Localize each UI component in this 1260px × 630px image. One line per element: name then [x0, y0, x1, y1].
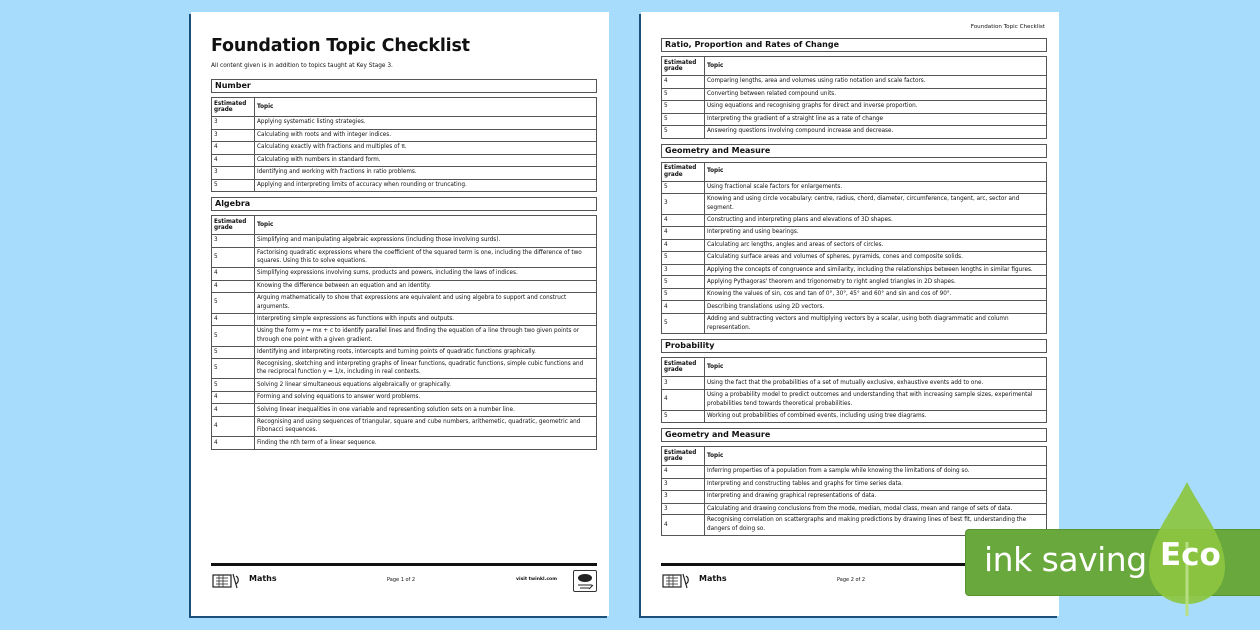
page-title: Foundation Topic Checklist: [211, 36, 470, 56]
table-row: [662, 276, 1047, 289]
topic-table: [211, 97, 597, 192]
footer-subject: Maths: [249, 574, 277, 583]
grade-cell: 5: [212, 326, 255, 347]
table-header-row: [212, 98, 597, 117]
column-header-topic: Topic: [705, 162, 1047, 181]
column-header-topic: Topic: [705, 358, 1047, 377]
topic-cell: Interpreting simple expressions as functions with inputs and outputs.: [255, 313, 597, 326]
grade-cell: 5: [212, 179, 255, 192]
grade-cell: 5: [212, 358, 255, 379]
maths-logo-icon: [211, 572, 241, 590]
topic-table: [661, 357, 1047, 423]
topic-cell: Interpreting and constructing tables and graphs for time series data.: [705, 478, 1047, 491]
section-heading: Probability: [661, 339, 1047, 353]
column-header-topic: Topic: [255, 216, 597, 235]
column-header-grade: Estimated grade: [662, 447, 705, 466]
column-header-grade: Estimated grade: [662, 358, 705, 377]
table-row: [212, 268, 597, 281]
grade-cell: 4: [212, 142, 255, 155]
grade-cell: 4: [212, 437, 255, 450]
grade-cell: 5: [662, 410, 705, 423]
maths-logo-icon: [661, 572, 691, 590]
table-row: [662, 264, 1047, 276]
page-1: [191, 12, 609, 616]
topic-cell: Using fractional scale factors for enlargements.: [705, 181, 1047, 194]
topic-table: [661, 446, 1047, 536]
topic-cell: Using a probability model to predict outcomes and understanding that with increasing sample sizes, experimental probabilities tend towards theoretical probabilities.: [705, 389, 1047, 410]
table-header-row: [662, 162, 1047, 181]
table-header-row: [662, 358, 1047, 377]
topic-cell: Applying Pythagoras' theorem and trigonometry to right angled triangles in 2D shapes.: [705, 276, 1047, 289]
topic-cell: Using equations and recognising graphs for direct and inverse proportion.: [705, 101, 1047, 114]
grade-cell: 4: [212, 404, 255, 417]
table-row: [212, 154, 597, 167]
grade-cell: 4: [662, 214, 705, 227]
topic-cell: Knowing the difference between an equation and an identity.: [255, 280, 597, 293]
topic-cell: Adding and subtracting vectors and multiplying vectors by a scalar, using both diagrammatic and column representation.: [705, 313, 1047, 334]
topic-cell: Finding the nth term of a linear sequence.: [255, 437, 597, 450]
column-header-grade: Estimated grade: [662, 57, 705, 76]
grade-cell: 3: [662, 478, 705, 491]
column-header-grade: Estimated grade: [212, 216, 255, 235]
page-footer: [211, 563, 597, 596]
table-row: [212, 391, 597, 404]
topic-cell: Calculating with numbers in standard form.: [255, 154, 597, 167]
topic-cell: Recognising and using sequences of triangular, square and cube numbers, arithemetic, quadratic, geometric and Fibonacci sequences.: [255, 416, 597, 437]
topic-cell: Identifying and working with fractions in ratio problems.: [255, 167, 597, 180]
topic-cell: Applying systematic listing strategies.: [255, 117, 597, 130]
table-row: [662, 410, 1047, 423]
table-row: [662, 313, 1047, 334]
grade-cell: 3: [212, 129, 255, 142]
topic-cell: Constructing and interpreting plans and elevations of 3D shapes.: [705, 214, 1047, 227]
column-header-grade: Estimated grade: [662, 162, 705, 181]
column-header-topic: Topic: [705, 57, 1047, 76]
table-row: [212, 142, 597, 155]
topic-cell: Identifying and interpreting roots, intercepts and turning points of quadratic functions graphically.: [255, 346, 597, 358]
ink-saving-text: ink saving: [984, 540, 1147, 579]
grade-cell: 4: [662, 515, 705, 536]
section-heading: Geometry and Measure: [661, 144, 1047, 158]
grade-cell: 5: [212, 379, 255, 392]
table-row: [212, 247, 597, 268]
grade-cell: 3: [662, 377, 705, 390]
section-heading: Ratio, Proportion and Rates of Change: [661, 38, 1047, 52]
grade-cell: 5: [662, 276, 705, 289]
topic-table: [661, 162, 1047, 335]
topic-cell: Recognising correlation on scattergraphs and making predictions by drawing lines of best fit, understanding the dangers of doing so.: [705, 515, 1047, 536]
topic-cell: Simplifying expressions involving sums, products and powers, including the laws of indices.: [255, 268, 597, 281]
grade-cell: 3: [662, 264, 705, 276]
table-header-row: [212, 216, 597, 235]
footer-page-number: Page 2 of 2: [837, 577, 866, 583]
table-row: [212, 358, 597, 379]
table-row: [212, 293, 597, 314]
grade-cell: 3: [662, 491, 705, 504]
topic-cell: Inferring properties of a population from a sample while knowing the limitations of doing so.: [705, 466, 1047, 479]
grade-cell: 5: [662, 101, 705, 114]
grade-cell: 3: [212, 167, 255, 180]
table-row: [212, 326, 597, 347]
grade-cell: 4: [212, 313, 255, 326]
table-row: [662, 389, 1047, 410]
topic-table: [211, 215, 597, 450]
grade-cell: 4: [662, 466, 705, 479]
grade-cell: 4: [212, 416, 255, 437]
topic-cell: Calculating exactly with fractions and multiples of π.: [255, 142, 597, 155]
table-row: [662, 239, 1047, 252]
table-row: [662, 478, 1047, 491]
table-row: [662, 101, 1047, 114]
section-heading: Geometry and Measure: [661, 428, 1047, 442]
table-row: [662, 181, 1047, 194]
topic-cell: Solving 2 linear simultaneous equations algebraically or graphically.: [255, 379, 597, 392]
table-row: [662, 76, 1047, 89]
table-row: [662, 301, 1047, 314]
table-row: [212, 346, 597, 358]
page-subtitle: All content given is in addition to topics taught at Key Stage 3.: [211, 63, 393, 69]
grade-cell: 5: [662, 113, 705, 126]
column-header-topic: Topic: [705, 447, 1047, 466]
grade-cell: 4: [212, 154, 255, 167]
table-header-row: [662, 57, 1047, 76]
grade-cell: 4: [662, 301, 705, 314]
table-row: [662, 288, 1047, 301]
table-row: [662, 194, 1047, 215]
table-row: [662, 466, 1047, 479]
grade-cell: 3: [662, 194, 705, 215]
grade-cell: 4: [212, 391, 255, 404]
topic-cell: Calculating and drawing conclusions from the mode, median, modal class, mean and range of sets of data.: [705, 503, 1047, 515]
topic-cell: Simplifying and manipulating algebraic expressions (including those involving surds).: [255, 235, 597, 248]
grade-cell: 5: [662, 288, 705, 301]
topic-cell: Using the form y = mx + c to identify parallel lines and finding the equation of a line through two given points or through one point with a given gradient.: [255, 326, 597, 347]
table-row: [662, 377, 1047, 390]
table-row: [212, 117, 597, 130]
table-row: [662, 503, 1047, 515]
grade-cell: 5: [662, 313, 705, 334]
grade-cell: 4: [662, 76, 705, 89]
section-heading: Algebra: [211, 197, 597, 211]
topic-cell: Converting between related compound units.: [705, 88, 1047, 101]
grade-cell: 5: [662, 126, 705, 139]
table-row: [662, 252, 1047, 265]
grade-cell: 4: [212, 280, 255, 293]
grade-cell: 5: [662, 181, 705, 194]
table-row: [212, 437, 597, 450]
table-row: [662, 113, 1047, 126]
topic-cell: Using the fact that the probabilities of a set of mutually exclusive, exhaustive events add to one.: [705, 377, 1047, 390]
grade-cell: 5: [662, 88, 705, 101]
grade-cell: 4: [212, 268, 255, 281]
table-row: [212, 416, 597, 437]
page-2: [641, 12, 1059, 616]
table-row: [212, 179, 597, 192]
grade-cell: 3: [212, 117, 255, 130]
topic-cell: Interpreting the gradient of a straight line as a rate of change: [705, 113, 1047, 126]
topic-cell: Arguing mathematically to show that expressions are equivalent and using algebra to support and construct arguments.: [255, 293, 597, 314]
table-row: [662, 227, 1047, 240]
topic-cell: Answering questions involving compound increase and decrease.: [705, 126, 1047, 139]
table-row: [662, 491, 1047, 504]
table-row: [212, 167, 597, 180]
topic-cell: Recognising, sketching and interpreting graphs of linear functions, quadratic functions, simple cubic functions and the reciprocal function y = 1/x, including in real contexts.: [255, 358, 597, 379]
topic-cell: Calculating arc lengths, angles and areas of sectors of circles.: [705, 239, 1047, 252]
table-row: [212, 313, 597, 326]
topic-cell: Interpreting and drawing graphical representations of data.: [705, 491, 1047, 504]
table-row: [662, 88, 1047, 101]
topic-cell: Working out probabilities of combined events, including using tree diagrams.: [705, 410, 1047, 423]
grade-cell: 4: [662, 227, 705, 240]
grade-cell: 5: [212, 346, 255, 358]
table-header-row: [662, 447, 1047, 466]
grade-cell: 3: [662, 503, 705, 515]
column-header-grade: Estimated grade: [212, 98, 255, 117]
grade-cell: 5: [212, 247, 255, 268]
table-row: [662, 126, 1047, 139]
table-row: [212, 379, 597, 392]
topic-cell: Comparing lengths, area and volumes using ratio notation and scale factors.: [705, 76, 1047, 89]
grade-cell: 4: [662, 239, 705, 252]
topic-cell: Knowing and using circle vocabulary: centre, radius, chord, diameter, circumference, tangent, arc, sector and segment.: [705, 194, 1047, 215]
table-row: [212, 235, 597, 248]
grade-cell: 5: [662, 252, 705, 265]
topic-cell: Forming and solving equations to answer word problems.: [255, 391, 597, 404]
table-row: [212, 280, 597, 293]
footer-page-number: Page 1 of 2: [387, 577, 416, 583]
table-row: [212, 129, 597, 142]
page-1-content: [211, 74, 597, 450]
page-2-content: [661, 33, 1047, 536]
section-heading: Number: [211, 79, 597, 93]
column-header-topic: Topic: [255, 98, 597, 117]
grade-cell: 5: [212, 293, 255, 314]
topic-cell: Applying and interpreting limits of accuracy when rounding or truncating.: [255, 179, 597, 192]
table-row: [212, 404, 597, 417]
topic-cell: Solving linear inequalities in one variable and representing solution sets on a number line.: [255, 404, 597, 417]
topic-cell: Knowing the values of sin, cos and tan of 0°, 30°, 45° and 60° and sin and cos of 90°.: [705, 288, 1047, 301]
footer-subject: Maths: [699, 574, 727, 583]
topic-cell: Calculating surface areas and volumes of spheres, pyramids, cones and composite solids.: [705, 252, 1047, 265]
footer-visit-link[interactable]: visit twinkl.com: [516, 577, 557, 582]
table-row: [662, 214, 1047, 227]
topic-cell: Factorising quadratic expressions where the coefficient of the squared term is one, including the difference of two squares. Using this to solve equations.: [255, 247, 597, 268]
twinkl-badge-icon: [573, 570, 597, 592]
running-header: Foundation Topic Checklist: [970, 24, 1045, 30]
topic-cell: Describing translations using 2D vectors.: [705, 301, 1047, 314]
topic-cell: Calculating with roots and with integer indices.: [255, 129, 597, 142]
topic-table: [661, 56, 1047, 139]
grade-cell: 4: [662, 389, 705, 410]
eco-label: Eco: [1160, 537, 1221, 573]
topic-cell: Applying the concepts of congruence and similarity, including the relationships between lengths in similar figures.: [705, 264, 1047, 276]
topic-cell: Interpreting and using bearings.: [705, 227, 1047, 240]
grade-cell: 3: [212, 235, 255, 248]
